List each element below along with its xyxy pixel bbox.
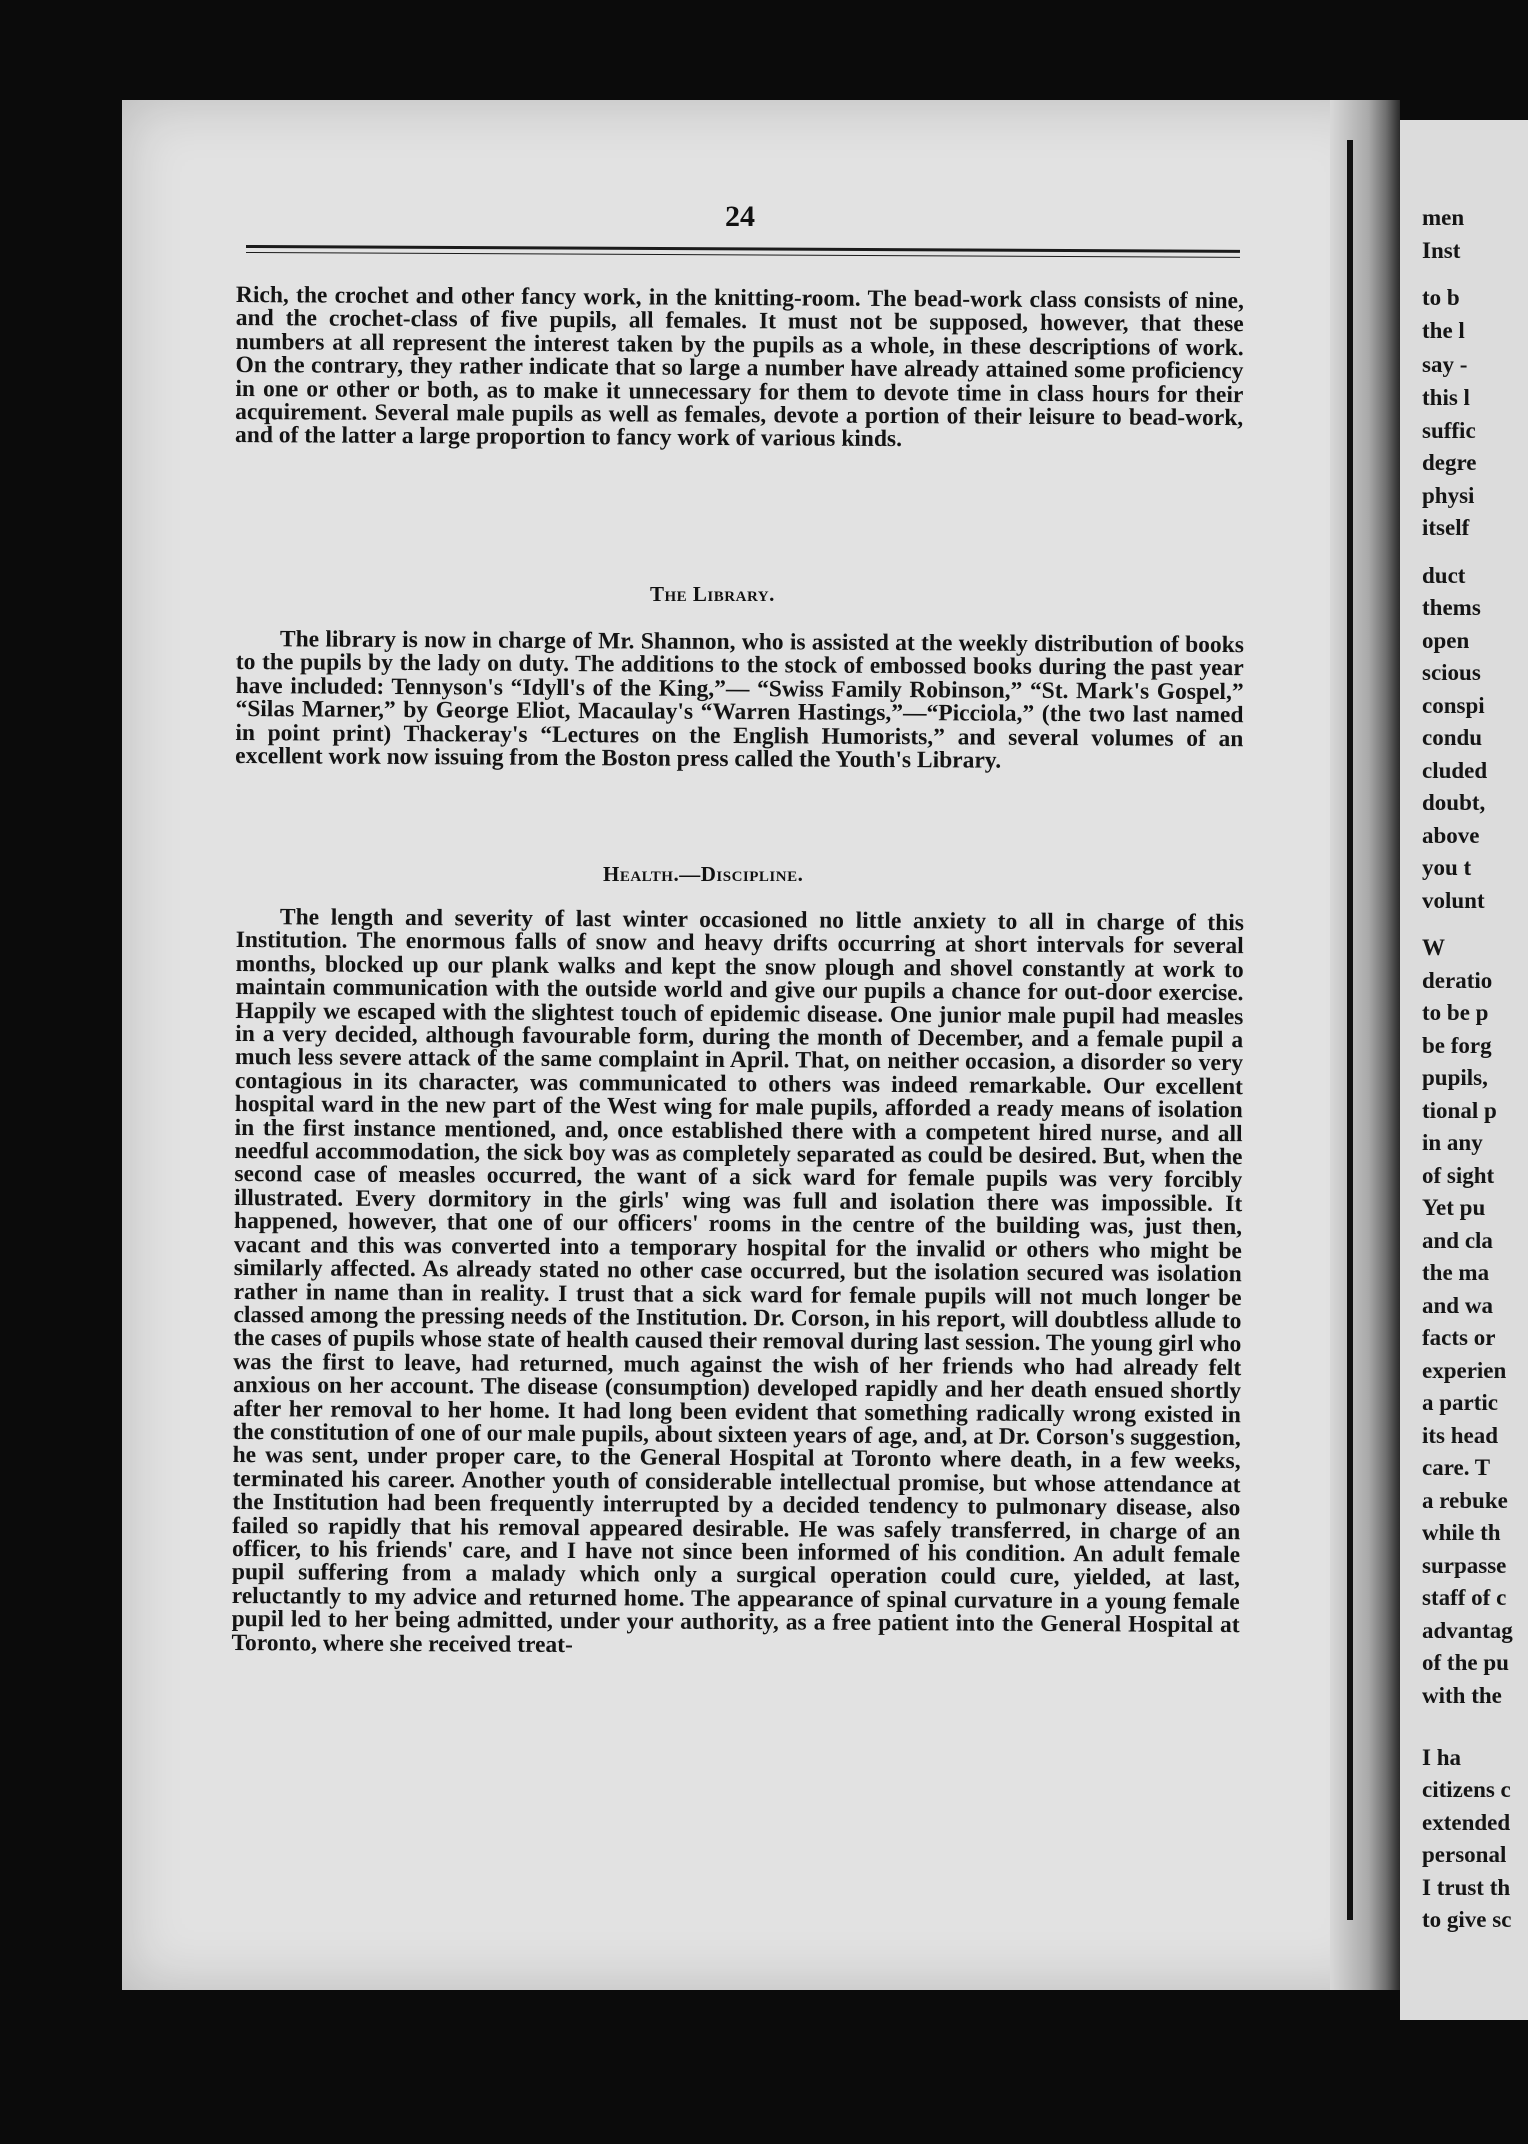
right-page-line: doubt,	[1422, 790, 1486, 815]
right-page-line: degre	[1422, 450, 1477, 475]
right-page-line: the ma	[1422, 1260, 1490, 1285]
intro-paragraph: Rich, the crochet and other fancy work, in the knitting-room. The bead-work class consists of nine, and the crochet-class of five pupils, all females. It must not be supposed, however, that these numbers at all represent the interest taken by the pupils as a whole, in these descriptions of work. On the contrary, they rather indicate that so large a number have already attained some proficiency in one or other or both, as to make it unnecessary for them to devote time in class hours for their acquirement. Several male pupils as well as females, devote a portion of their leisure to bead-work, and of the latter a large proportion to fancy work of various kinds.	[234, 282, 1244, 453]
right-page-line: Yet pu	[1422, 1195, 1486, 1220]
right-page-line: surpasse	[1422, 1553, 1507, 1578]
right-page-line: care. T	[1422, 1455, 1491, 1480]
right-page-line: a partic	[1422, 1390, 1499, 1415]
right-page-line: extended	[1422, 1810, 1511, 1835]
health-heading: Health.—Discipline.	[603, 862, 804, 886]
right-page-line: deratio	[1422, 968, 1493, 993]
right-page-line: volunt	[1422, 888, 1485, 913]
right-page-line: citizens c	[1422, 1777, 1511, 1802]
right-page-line: this l	[1422, 385, 1470, 410]
right-page-line: to be p	[1422, 1000, 1489, 1025]
right-page-line: a rebuke	[1422, 1488, 1508, 1513]
right-page-line: conspi	[1422, 693, 1485, 718]
right-page-line: physi	[1422, 483, 1475, 508]
right-page-line: of the pu	[1422, 1650, 1509, 1675]
right-page-line: say -	[1422, 352, 1468, 377]
intro-section	[235, 284, 1244, 454]
right-page-line: you t	[1422, 855, 1472, 880]
right-page-line: itself	[1422, 515, 1470, 540]
right-page-line: its head	[1422, 1423, 1499, 1448]
right-page-line: suffic	[1422, 418, 1476, 443]
page-number: 24	[725, 200, 755, 233]
library-section	[235, 628, 1244, 775]
right-page-line: facts or	[1422, 1325, 1496, 1350]
health-section	[231, 906, 1244, 1661]
right-page-line: staff of c	[1422, 1585, 1507, 1610]
right-page-line: above	[1422, 823, 1480, 848]
right-page-line: condu	[1422, 725, 1483, 750]
right-page-line: while th	[1422, 1520, 1501, 1545]
right-page-line: men	[1422, 205, 1465, 230]
right-page-line: I trust th	[1422, 1875, 1511, 1900]
right-page-line: and wa	[1422, 1293, 1493, 1318]
right-page-line: W	[1422, 935, 1445, 960]
right-page-line: personal	[1422, 1842, 1507, 1867]
right-page	[1400, 120, 1528, 2020]
gutter-line	[1347, 140, 1353, 1920]
right-page-line: to give sc	[1422, 1907, 1512, 1932]
right-page-line: Inst	[1422, 238, 1461, 263]
library-paragraph: The library is now in charge of Mr. Shannon, who is assisted at the weekly distribution of books to the pupils by the lady on duty. The additions to the stock of embossed books during the past year have included: Tennyson's “Idyll's of the King,”— “Swiss Family Robinson,” “St. Mark's Gospel,” “Silas Marner,” by George Eliot, Macaulay's “Warren Hastings,”—“Picciola,” (the two last named in point print) Thackeray's “Lectures on the English Humorists,” and several volumes of an excellent work now issuing from the Boston press called the Youth's Library.	[235, 626, 1244, 774]
right-page-line: advantag	[1422, 1618, 1513, 1643]
right-page-line: experien	[1422, 1358, 1507, 1383]
right-page-line: I ha	[1422, 1745, 1461, 1770]
right-page-line: duct	[1422, 563, 1466, 588]
right-page-line: be forg	[1422, 1033, 1492, 1058]
right-page-line: the l	[1422, 318, 1465, 343]
right-page-line: tional p	[1422, 1098, 1497, 1123]
book-gutter	[1330, 100, 1400, 1990]
right-page-line: thems	[1422, 595, 1481, 620]
library-heading: The Library.	[650, 582, 775, 606]
health-paragraph: The length and severity of last winter occasioned no little anxiety to all in charge of this Institution. The enormous falls of snow and heavy drifts occurring at short intervals for several months, blocked up our plank walks and kept the snow plough and shovel constantly at work to maintain communication with the outside world and give our pupils a chance for out-door exercise. Happily we escaped with the slightest touch of epidemic disease. One junior male pupil had measles in a very decided, although favourable form, during the month of December, and a female pupil a much less severe attack of the same complaint in April. That, on neither occasion, a disorder so very contagious in its character, was communicated to others was indeed remarkable. Our excellent hospital ward in the new part of the West wing for male pupils, afforded a ready means of isolation in the first instance mentioned, and, once established there with a competent hired nurse, and all needful accommodation, the sick boy was as completely separated as could be desired. But, when the second case of measles occurred, the want of a sick ward for female pupils was very forcibly illustrated. Every dormitory in the girls' wing was full and isolation there was impossible. It happened, however, that one of our officers' rooms in the centre of the building was, just then, vacant and this was converted into a temporary hospital for the invalid or others who might be similarly affected. As already stated no other case occurred, but the isolation secured was isolation rather in name than in reality. I trust that a sick ward for female pupils will not much longer be classed among the pressing needs of the Institution. Dr. Corson, in his report, will doubtless allude to the cases of pupils whose state of health caused their removal during last session. The young girl who was the first to leave, had returned, much against the wish of her friends who had already felt anxious on her account. The disease (consumption) developed rapidly and her death ensued shortly after her removal to her home. It had long been evident that something radically wrong existed in the constitution of one of our male pupils, about sixteen years of age, and, at Dr. Corson's suggestion, he was sent, under proper care, to the General Hospital at Toronto where death, in a few weeks, terminated his career. Another youth of considerable intellectual promise, but whose attendance at the Institution had been frequently interrupted by a decided tendency to pulmonary disease, also failed so rapidly that his removal appeared desirable. He was safely transferred, in charge of an officer, to his friends' care, and I have not since been informed of his condition. An adult female pupil suffering from a malady which only a surgical operation could cure, yielded, at last, reluctantly to my advice and returned home. The appearance of spinal curvature in a young female pupil led to her being admitted, under your authority, as a free patient into the General Hospital at Toronto, where she received treat-	[231, 904, 1244, 1658]
right-page-line: pupils,	[1422, 1065, 1488, 1090]
right-page-line: with the	[1422, 1683, 1502, 1708]
right-page-line: scious	[1422, 660, 1481, 685]
right-page-line: open	[1422, 628, 1470, 653]
right-page-line: to b	[1422, 285, 1460, 310]
right-page-line: of sight	[1422, 1163, 1495, 1188]
right-page-line: cluded	[1422, 758, 1488, 783]
right-page-line: and cla	[1422, 1228, 1493, 1253]
right-page-line: in any	[1422, 1130, 1483, 1155]
